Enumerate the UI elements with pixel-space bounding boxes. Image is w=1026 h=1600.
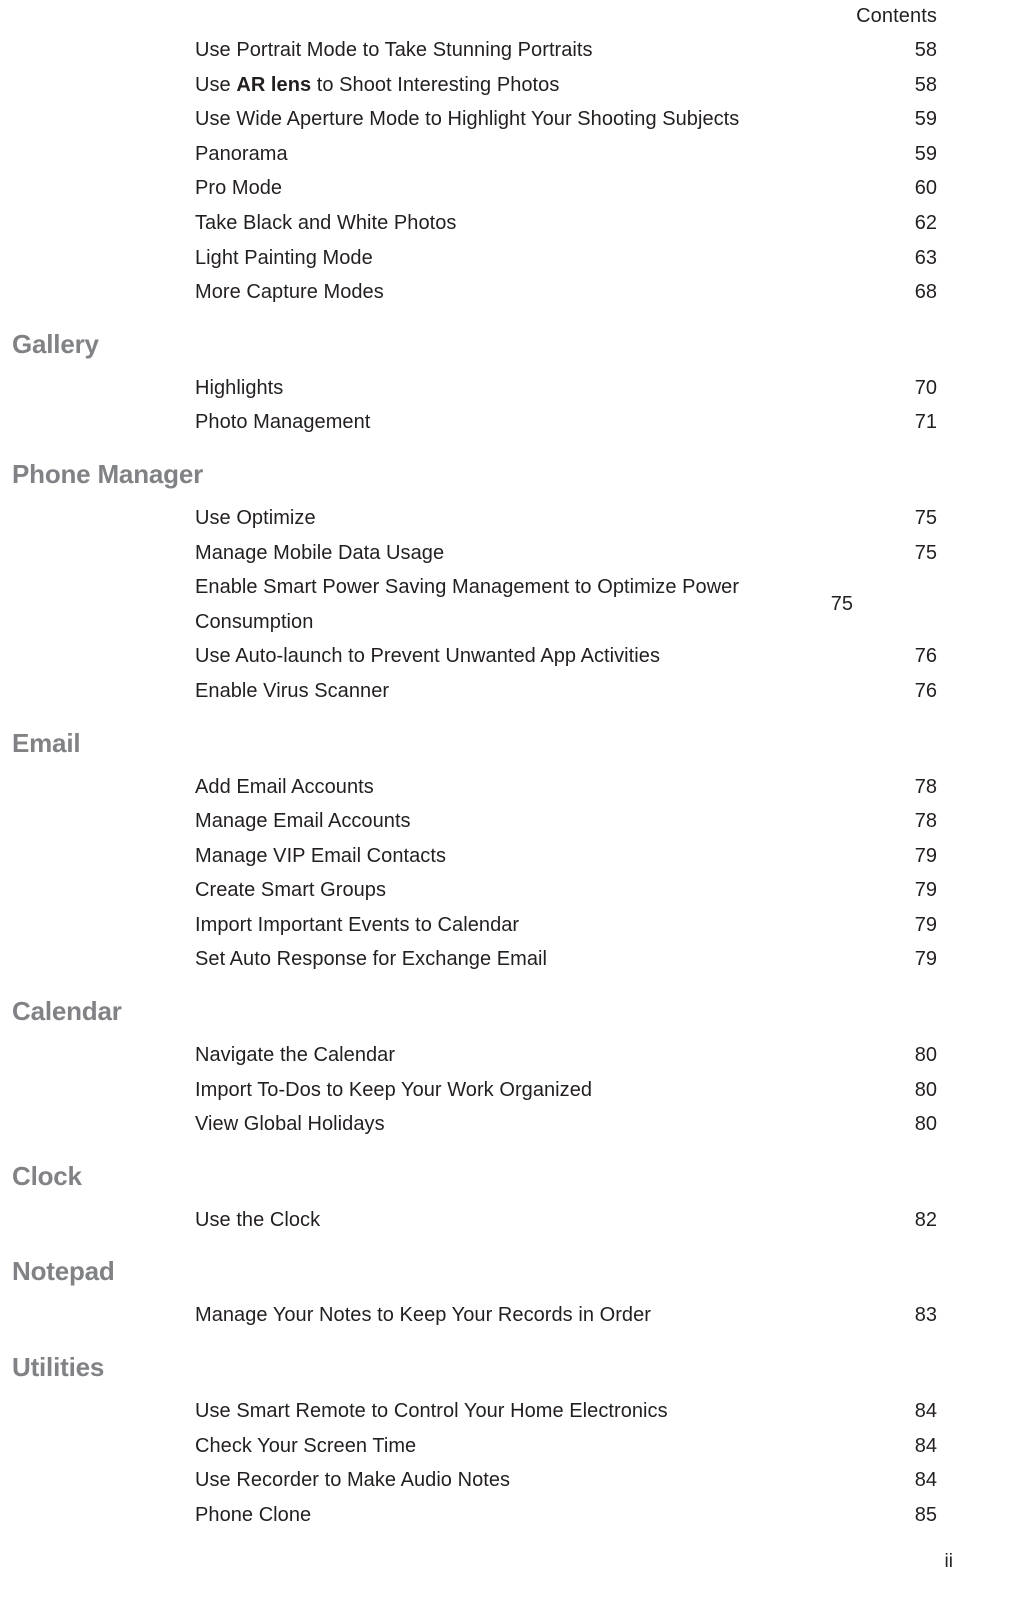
toc-entry-title: Import Important Events to Calendar — [195, 913, 520, 936]
toc-section — [0, 709, 1026, 978]
toc-entry-page-number: 63 — [914, 246, 937, 269]
spacer — [0, 489, 1026, 501]
toc-entry-page-number: 79 — [914, 913, 937, 936]
toc-entry-page-number: 70 — [914, 376, 937, 399]
toc-section-entries — [0, 1394, 1026, 1532]
toc-section-heading[interactable]: Notepad — [12, 1256, 115, 1287]
toc-section — [0, 977, 1026, 1142]
toc-entry-title: Navigate the Calendar — [195, 1044, 396, 1067]
spacer — [0, 709, 1026, 728]
toc-entry[interactable] — [0, 171, 1026, 206]
spacer — [0, 440, 1026, 459]
toc-entry-title: View Global Holidays — [195, 1113, 385, 1136]
toc-entry[interactable] — [0, 1463, 1026, 1498]
toc-entry-title: Import To-Dos to Keep Your Work Organized — [195, 1078, 593, 1101]
toc-section — [0, 440, 1026, 709]
toc-entry-page-number: 75 — [914, 506, 937, 529]
toc-entry-page-number: 79 — [914, 879, 937, 902]
toc-entry[interactable] — [0, 275, 1026, 310]
toc-entry-title: Manage Email Accounts — [195, 810, 411, 833]
toc-entry-title: Use Auto-launch to Prevent Unwanted App Activities — [195, 645, 660, 668]
toc-entry-title: Light Painting Mode — [195, 246, 373, 269]
toc-section-entries — [0, 1203, 1026, 1238]
toc-entry-page-number: 71 — [914, 411, 937, 434]
toc-section-entries — [0, 1298, 1026, 1333]
toc-entry[interactable] — [0, 501, 1026, 536]
toc-entry-page-number: 78 — [914, 810, 937, 833]
toc-entry-title: Create Smart Groups — [195, 879, 387, 902]
toc-section — [0, 310, 1026, 440]
toc-section-heading[interactable]: Gallery — [12, 328, 99, 359]
toc-entry-title: Set Auto Response for Exchange Email — [195, 948, 548, 971]
toc-entry-page-number: 82 — [914, 1208, 937, 1231]
toc-entry-title: Enable Virus Scanner — [195, 679, 390, 702]
toc-entry-title: Add Email Accounts — [195, 775, 374, 798]
toc-entry-title: Manage VIP Email Contacts — [195, 844, 447, 867]
spacer — [0, 310, 1026, 329]
toc-section-heading[interactable]: Clock — [12, 1160, 82, 1191]
toc-entry[interactable] — [0, 102, 1026, 137]
toc-section — [0, 1237, 1026, 1333]
toc-entry[interactable] — [0, 639, 1026, 674]
spacer — [0, 1191, 1026, 1203]
spacer — [0, 758, 1026, 770]
toc-entry-title: Use the Clock — [195, 1208, 321, 1231]
toc-entry-title: More Capture Modes — [195, 281, 384, 304]
toc-entry[interactable] — [0, 1073, 1026, 1108]
spacer — [0, 1142, 1026, 1161]
toc-entry-title: Panorama — [195, 142, 288, 165]
toc-entry[interactable] — [0, 839, 1026, 874]
toc-entry-page-number: 58 — [914, 73, 937, 96]
spacer — [0, 1286, 1026, 1298]
toc-entry-title: Take Black and White Photos — [195, 211, 457, 234]
toc-entry-title: Phone Clone — [195, 1503, 312, 1526]
toc-entry-page-number: 58 — [914, 39, 937, 61]
toc-entry[interactable] — [0, 873, 1026, 908]
toc-entry[interactable] — [0, 33, 1026, 68]
toc-entry-page-number: 84 — [914, 1434, 937, 1457]
toc-entry-title: Photo Management — [195, 411, 371, 434]
toc-entry[interactable] — [0, 1203, 1026, 1238]
toc-section-heading[interactable]: Utilities — [12, 1352, 105, 1383]
toc-entry-title: Use Smart Remote to Control Your Home Electronics — [195, 1400, 668, 1423]
toc-entry[interactable] — [0, 68, 1026, 103]
toc-entry-title: Check Your Screen Time — [195, 1434, 417, 1457]
page-folio: ii — [944, 1551, 953, 1572]
toc-entry-page-number: 59 — [914, 108, 937, 131]
spacer — [0, 1382, 1026, 1394]
toc-section-entries — [0, 770, 1026, 978]
spacer — [0, 977, 1026, 996]
toc-entry-page-number: 78 — [914, 775, 937, 798]
toc-entry-page-number: 75 — [914, 541, 937, 564]
toc-entry-title: Enable Smart Power Saving Management to Optimize Power Consumption — [195, 576, 740, 633]
toc-entry[interactable] — [0, 1498, 1026, 1533]
toc-section-heading[interactable]: Email — [12, 727, 81, 758]
toc-entry-page-number: 79 — [914, 844, 937, 867]
toc-entry[interactable] — [0, 1298, 1026, 1333]
toc-entry-title-emphasis: AR lens — [236, 73, 312, 96]
toc-entry[interactable] — [0, 1107, 1026, 1142]
toc-entry-page-number: 80 — [914, 1078, 937, 1101]
toc-section-heading[interactable]: Phone Manager — [12, 458, 203, 489]
toc-entry[interactable] — [0, 908, 1026, 943]
toc-section-heading[interactable]: Calendar — [12, 996, 122, 1027]
toc-entry[interactable] — [0, 804, 1026, 839]
toc-entry[interactable] — [0, 536, 1026, 571]
toc-entry[interactable] — [0, 942, 1026, 977]
toc-entry-page-number: 80 — [914, 1044, 937, 1067]
toc-entry-page-number: 62 — [914, 211, 937, 234]
toc-entry-title: Use AR lens to Shoot Interesting Photos — [195, 73, 560, 96]
toc-entry[interactable] — [0, 1394, 1026, 1429]
toc-section-entries — [0, 501, 1026, 709]
toc-entry[interactable] — [0, 241, 1026, 276]
toc-entry-page-number: 83 — [914, 1304, 937, 1327]
toc-entry-title: Use Portrait Mode to Take Stunning Portraits — [195, 39, 593, 61]
toc-entry-page-number: 85 — [914, 1503, 937, 1526]
toc-entry-title: Pro Mode — [195, 177, 283, 200]
toc-entry[interactable] — [0, 405, 1026, 440]
toc-entry-page-number: 68 — [914, 281, 937, 304]
toc-section-entries — [0, 371, 1026, 440]
toc-entry-page-number: 76 — [914, 679, 937, 702]
toc-section-entries — [0, 1038, 1026, 1142]
toc-entry[interactable] — [0, 570, 1026, 639]
toc-entry-title: Use Wide Aperture Mode to Highlight Your Shooting Subjects — [195, 108, 740, 131]
table-of-contents — [0, 33, 1026, 1532]
toc-entry-page-number: 60 — [914, 177, 937, 200]
toc-entry-title: Manage Your Notes to Keep Your Records in Order — [195, 1304, 651, 1327]
toc-entry-page-number: 84 — [914, 1469, 937, 1492]
toc-entry[interactable] — [0, 1429, 1026, 1464]
toc-entry[interactable] — [0, 206, 1026, 241]
toc-entry-title: Highlights — [195, 376, 284, 399]
spacer — [0, 1237, 1026, 1256]
toc-entry-page-number: 75 — [830, 593, 853, 616]
toc-entry-title: Use Recorder to Make Audio Notes — [195, 1469, 511, 1492]
spacer — [0, 1026, 1026, 1038]
spacer — [0, 359, 1026, 371]
running-header-contents: Contents — [856, 5, 937, 27]
toc-section — [0, 1142, 1026, 1238]
toc-entry-page-number: 76 — [914, 645, 937, 668]
toc-entry-page-number: 84 — [914, 1400, 937, 1423]
toc-entry-page-number: 59 — [914, 142, 937, 165]
toc-entry-page-number: 80 — [914, 1113, 937, 1136]
toc-entry[interactable] — [0, 371, 1026, 406]
toc-continued-entries — [0, 33, 1026, 310]
toc-entry[interactable] — [0, 137, 1026, 172]
toc-entry[interactable] — [0, 1038, 1026, 1073]
toc-entry[interactable] — [0, 770, 1026, 805]
toc-entry-title: Manage Mobile Data Usage — [195, 541, 445, 564]
toc-entry[interactable] — [0, 674, 1026, 709]
toc-entry-title: Use Optimize — [195, 506, 316, 529]
spacer — [0, 1333, 1026, 1352]
toc-entry-page-number: 79 — [914, 948, 937, 971]
toc-section — [0, 1333, 1026, 1532]
